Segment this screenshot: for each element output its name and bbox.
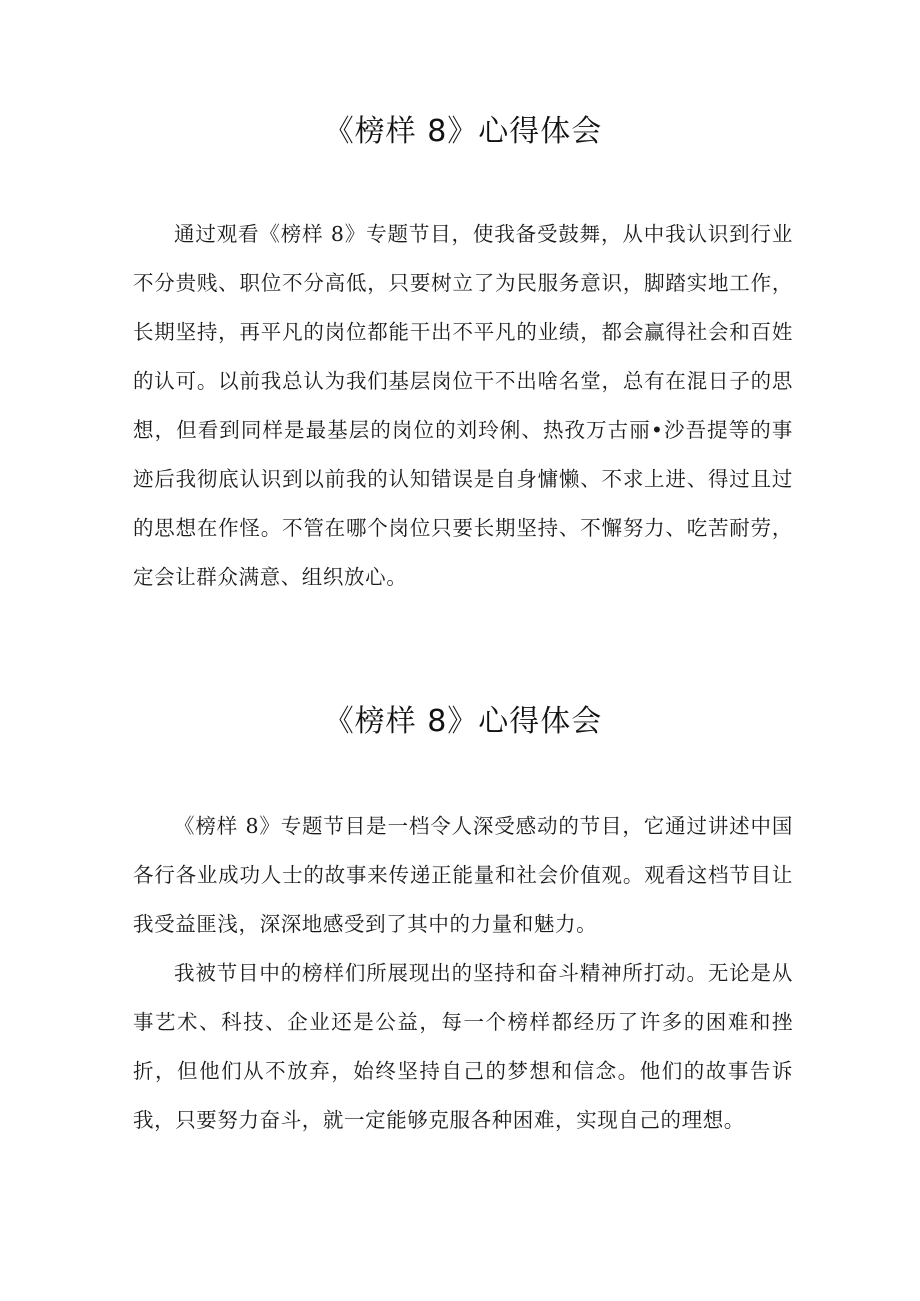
essay-section-2 <box>133 700 793 1145</box>
essay-body <box>133 210 793 602</box>
essay-section-1 <box>133 110 793 602</box>
essay-title: 《榜样 8》心得体会 <box>323 114 603 149</box>
essay-paragraph: 《榜样 8》专题节目是一档令人深受感动的节目，它通过讲述中国各行各业成功人士的故事来传递正能量和社会价值观。观看这档节目让我受益匪浅，深深地感受到了其中的力量和魅力。 <box>133 814 793 936</box>
essay-body <box>133 802 793 1145</box>
essay-paragraph: 通过观看《榜样 8》专题节目，使我备受鼓舞，从中我认识到行业不分贵贱、职位不分高低，只要树立了为民服务意识，脚踏实地工作，长期坚持，再平凡的岗位都能干出不平凡的业绩，都会赢得社会和百姓的认可。以前我总认为我们基层岗位干不出啥名堂，总有在混日子的思想，但看到同样是最基层的岗位的刘玲俐、热孜万古丽•沙吾提等的事迹后我彻底认识到以前我的认知错误是自身慵懒、不求上进、得过且过的思想在作怪。不管在哪个岗位只要长期坚持、不懈努力、吃苦耐劳，定会让群众满意、组织放心。 <box>133 222 793 589</box>
essay-paragraph: 我被节目中的榜样们所展现出的坚持和奋斗精神所打动。无论是从事艺术、科技、企业还是公益，每一个榜样都经历了许多的困难和挫折，但他们从不放弃，始终坚持自己的梦想和信念。他们的故事告诉我，只要努力奋斗，就一定能够克服各种困难，实现自己的理想。 <box>133 961 793 1132</box>
essay-title: 《榜样 8》心得体会 <box>323 704 603 739</box>
